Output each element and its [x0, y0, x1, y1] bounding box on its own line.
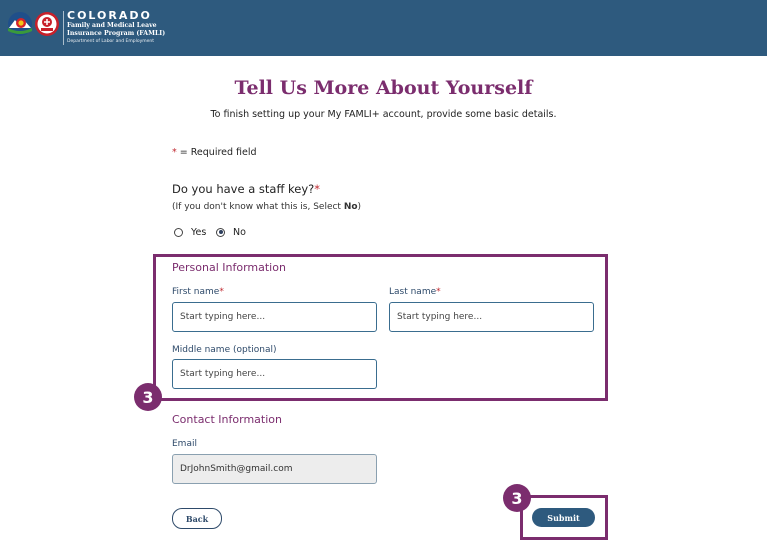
first-name-label — [172, 287, 224, 297]
radio-label-no: No — [233, 226, 246, 238]
program-name-line1: Family and Medical Leave — [67, 22, 157, 29]
middle-name-label: Middle name (optional) — [172, 345, 277, 355]
step-badge: 3 — [134, 383, 162, 411]
program-name-line2: Insurance Program (FAMLI) — [67, 29, 166, 37]
hint-prefix: (If you don't know what this is, Select — [172, 202, 344, 212]
last-name-input[interactable] — [389, 302, 594, 332]
personal-info-title: Personal Information — [172, 261, 286, 274]
state-name: COLORADO — [67, 9, 152, 22]
radio-unchecked-icon[interactable] — [174, 228, 183, 237]
step-badge: 3 — [503, 484, 531, 512]
required-star: * — [219, 287, 224, 297]
middle-name-input[interactable] — [172, 359, 377, 389]
required-field-note — [172, 147, 257, 158]
logo-divider — [63, 11, 64, 45]
radio-checked-icon[interactable] — [216, 228, 225, 237]
site-header — [0, 0, 767, 56]
colorado-logo-icon — [6, 9, 62, 39]
email-field[interactable] — [172, 454, 377, 484]
email-label: Email — [172, 439, 197, 449]
staff-key-question-text: Do you have a staff key? — [172, 182, 315, 196]
required-star: * — [172, 147, 177, 158]
page-title: Tell Us More About Yourself — [234, 77, 533, 99]
last-name-label-text: Last name — [389, 287, 437, 297]
submit-button[interactable]: Submit — [532, 508, 595, 527]
brand-text — [67, 10, 165, 46]
radio-label-yes: Yes — [191, 226, 207, 238]
required-note-text: = Required field — [179, 147, 257, 158]
hint-suffix: ) — [357, 202, 362, 212]
required-star: * — [436, 287, 441, 297]
staff-key-question — [172, 182, 320, 196]
radio-option-no[interactable] — [216, 226, 246, 238]
department-name: Department of Labor and Employment — [67, 39, 154, 44]
contact-info-title: Contact Information — [172, 413, 282, 426]
radio-option-yes[interactable] — [174, 226, 206, 238]
first-name-input[interactable] — [172, 302, 377, 332]
staff-key-hint — [172, 202, 361, 212]
page-subtitle: To finish setting up your My FAMLI+ account, provide some basic details. — [210, 109, 557, 120]
first-name-label-text: First name — [172, 287, 220, 297]
last-name-label — [389, 287, 441, 297]
required-star: * — [314, 182, 321, 196]
back-button[interactable]: Back — [172, 508, 222, 529]
hint-bold: No — [343, 202, 358, 212]
